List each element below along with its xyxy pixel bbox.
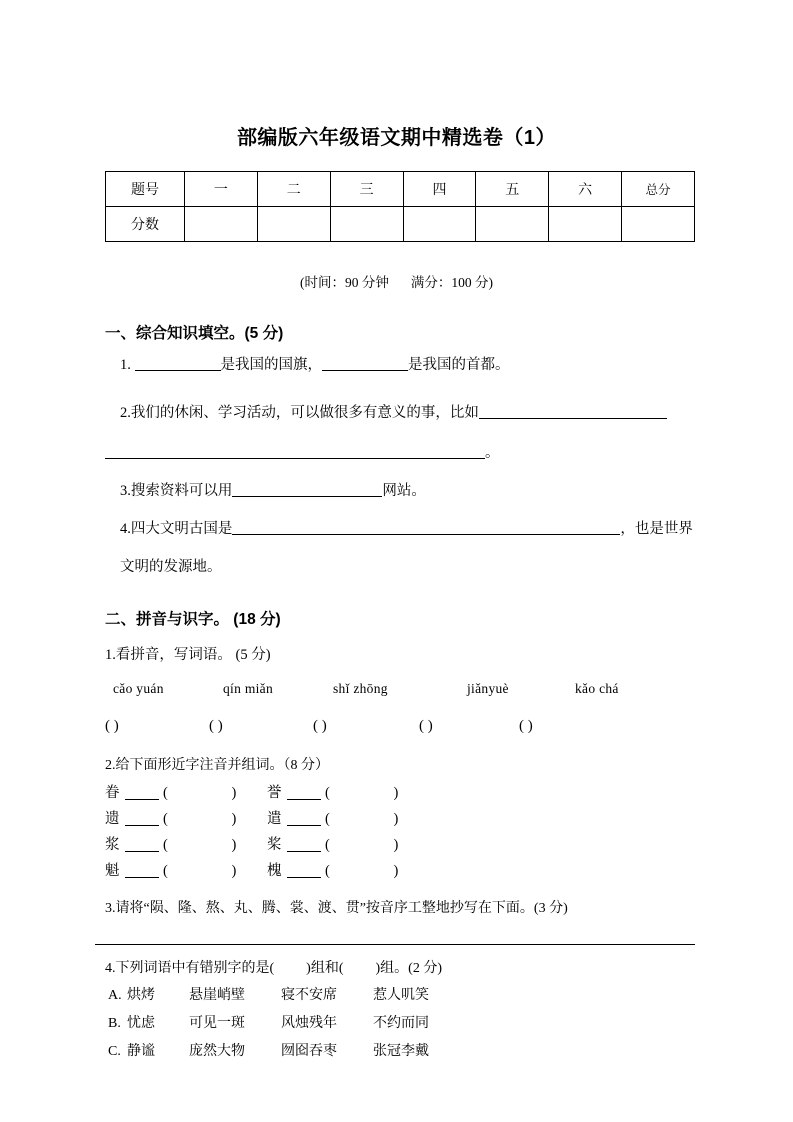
answer-blank[interactable] [232,482,382,498]
xjz-left-3: 浆 ( ) [105,837,267,853]
options-list [108,984,429,1068]
xjz-left-4: 魁 ( ) [105,863,267,879]
exam-total-score: 满分：100 分) [410,275,493,290]
xjz-left-2: 遗 ( ) [105,811,267,827]
section-heading-1: 一、综合知识填空。(5 分) [105,325,284,342]
score-table [105,171,695,242]
section-heading-2: 二、拼音与识字。 (18 分) [105,611,281,628]
word-bracket[interactable]: ( ) [325,785,429,801]
answer-blank[interactable] [322,356,408,372]
option-b[interactable] [108,1012,429,1040]
option-word-1: 静谧 [127,1044,155,1059]
option-word-1: 烘烤 [127,988,155,1003]
question-text: 请将“陨、隆、熬、丸、腾、裳、渡、贯”按音序工整地抄写在下面。(3 分) [115,901,568,916]
question-text: 我们的休闲、学习活动，可以做很多有意义的事，比如 [130,405,479,421]
option-label: B. [108,1016,121,1031]
question-2-3 [105,898,568,919]
xjz-left-1: 眷 ( ) [105,785,267,801]
question-1-2-continuation [105,443,500,465]
question-text-mid: )组和( [306,961,344,976]
score-cell-3[interactable] [330,207,403,242]
answer-blank[interactable] [479,404,667,420]
answer-bracket-2[interactable]: ( ) [209,718,223,734]
question-2-2 [105,755,329,776]
question-text: 是我国的国旗， [220,357,322,373]
question-2-1 [105,645,271,667]
score-table-col-total: 总分 [622,172,695,207]
pinyin-blank[interactable] [287,811,321,827]
option-word-4: 惹人叽笑 [373,988,429,1003]
question-text-tail: )组。(2 分) [375,961,442,976]
question-text: 四大文明古国是 [130,521,233,537]
question-number: 1. [105,647,116,663]
xjz-row [105,833,525,859]
option-word-3: 风烛残年 [281,1016,337,1031]
pinyin-1: cǎo yuán [113,681,164,696]
answer-blank[interactable] [135,356,221,372]
score-cell-6[interactable] [549,207,622,242]
question-text-tail: 是我国的首都。 [408,357,510,373]
pinyin-blank[interactable] [125,811,159,827]
question-1-2 [120,403,667,425]
option-word-2: 可见一斑 [189,1016,245,1031]
question-1-3 [120,481,426,503]
question-text-tail: 网站。 [382,483,426,499]
score-table-col-4: 四 [403,172,476,207]
score-table-col-3: 三 [330,172,403,207]
option-word-2: 庞然大物 [189,1044,245,1059]
question-text: 给下面形近字注音并组词。（8 分） [115,758,329,773]
answer-bracket-3[interactable]: ( ) [313,718,327,734]
option-word-3: 寝不安席 [281,988,337,1003]
xjz-row [105,807,525,833]
score-cell-4[interactable] [403,207,476,242]
word-bracket[interactable]: ( ) [163,785,267,801]
pinyin-3: shǐ zhōng [333,681,388,696]
question-text: 搜索资料可以用 [130,483,233,499]
score-cell-1[interactable] [185,207,258,242]
exam-meta [0,271,793,291]
question-2-4 [105,958,442,979]
question-text-tail: 。 [485,445,500,461]
xjz-right-2: 遣 ( ) [267,811,429,827]
option-label: C. [108,1044,121,1059]
score-table-col-5: 五 [476,172,549,207]
score-table-col-1: 一 [185,172,258,207]
word-bracket[interactable]: ( ) [163,837,267,853]
question-number: 4. [105,961,116,976]
option-word-2: 悬崖峭壁 [189,988,245,1003]
score-cell-2[interactable] [257,207,330,242]
option-word-3: 囫囵吞枣 [281,1044,337,1059]
xjz-row [105,781,525,807]
page-title: 部编版六年级语文期中精选卷（1） [236,127,557,149]
pinyin-2: qín miǎn [223,681,274,696]
pinyin-blank[interactable] [125,837,159,853]
xjz-row [105,859,525,885]
pinyin-5: kǎo chá [575,681,619,696]
xjz-right-1: 誉 ( ) [267,785,429,801]
question-number: 3. [120,483,131,499]
question-number: 2. [120,405,131,421]
score-cell-total[interactable] [622,207,695,242]
question-text-tail: ，也是世界 [620,521,693,537]
word-bracket[interactable]: ( ) [325,863,429,879]
pinyin-blank[interactable] [125,785,159,801]
question-text: 看拼音，写词语。 (5 分) [115,647,271,663]
question-number: 4. [120,521,131,537]
option-word-4: 不约而同 [373,1016,429,1031]
option-word-4: 张冠李戴 [373,1044,429,1059]
score-table-col-2: 二 [257,172,330,207]
answer-bracket-4[interactable]: ( ) [419,718,433,734]
answer-bracket-5[interactable]: ( ) [519,718,533,734]
score-table-row-label-2: 分数 [106,207,185,242]
question-1-4-continuation: 文明的发源地。 [120,559,222,575]
table-row-header [106,172,695,207]
question-1-4 [120,519,693,541]
pinyin-blank[interactable] [287,863,321,879]
answer-rule-line[interactable] [95,944,695,945]
option-word-1: 忧虑 [127,1016,155,1031]
xjz-right-4: 槐 ( ) [267,863,429,879]
table-row-scores [106,207,695,242]
score-table-row-label: 题号 [106,172,185,207]
word-bracket[interactable]: ( ) [325,811,429,827]
pinyin-blank[interactable] [287,837,321,853]
pinyin-4: jiǎnyuè [467,681,509,696]
answer-blank[interactable] [232,520,620,536]
word-bracket[interactable]: ( ) [325,837,429,853]
word-bracket[interactable]: ( ) [163,863,267,879]
word-bracket[interactable]: ( ) [163,811,267,827]
question-number: 3. [105,901,116,916]
answer-bracket-1[interactable]: ( ) [105,718,119,734]
answer-blank[interactable] [105,444,485,460]
score-table-col-6: 六 [549,172,622,207]
option-c[interactable] [108,1040,429,1068]
exam-time: (时间：90 分钟 [300,275,389,290]
question-number: 2. [105,758,116,773]
xjz-right-3: 桨 ( ) [267,837,429,853]
pinyin-blank[interactable] [125,863,159,879]
question-1-1 [120,355,510,377]
question-text: 下列词语中有错别字的是( [115,961,275,976]
option-a[interactable] [108,984,429,1012]
score-cell-5[interactable] [476,207,549,242]
question-number: 1. [120,357,131,373]
pinyin-blank[interactable] [287,785,321,801]
similar-characters-grid [105,781,525,885]
option-label: A. [108,988,122,1003]
